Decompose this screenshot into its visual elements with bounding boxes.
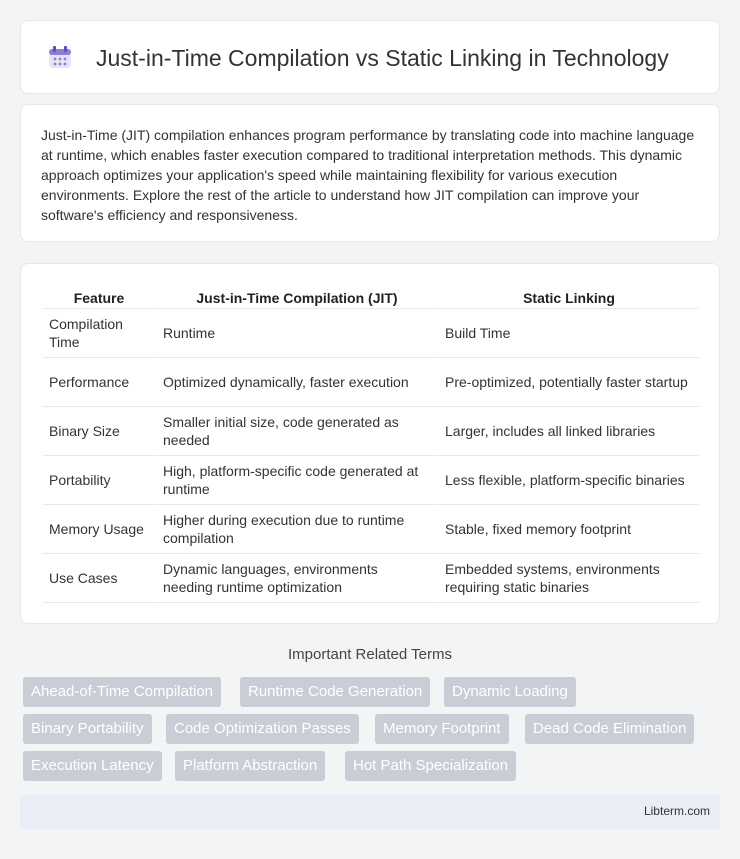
related-terms-title: Important Related Terms	[288, 646, 452, 663]
related-term-tag[interactable]: Execution Latency	[23, 751, 162, 781]
table-row	[43, 505, 699, 554]
table-cell: Binary Size	[43, 407, 155, 456]
table-header-row	[43, 284, 699, 309]
related-term-tag[interactable]: Dead Code Elimination	[525, 714, 694, 744]
table-cell: Runtime	[155, 309, 437, 358]
comparison-table-card	[20, 263, 720, 624]
table-cell: Performance	[43, 358, 155, 407]
table-cell: Use Cases	[43, 554, 155, 603]
table-cell: Stable, fixed memory footprint	[437, 505, 699, 554]
table-row	[43, 309, 699, 358]
table-cell: Portability	[43, 456, 155, 505]
table-cell: Smaller initial size, code generated as needed	[155, 407, 437, 456]
table-cell: Higher during execution due to runtime compilation	[155, 505, 437, 554]
related-term-tag[interactable]: Platform Abstraction	[175, 751, 325, 781]
table-cell: Larger, includes all linked libraries	[437, 407, 699, 456]
related-term-tag[interactable]: Runtime Code Generation	[240, 677, 430, 707]
intro-text: Just-in-Time (JIT) compilation enhances program performance by translating code into machine language at runtime, which enables faster execution compared to traditional interpretation methods. This dynamic approach optimizes your application's speed while maintaining flexibility for various execution environments. Explore the rest of the article to understand how JIT compilation can improve your software's efficiency and responsiveness.	[41, 127, 695, 223]
table-cell: Memory Usage	[43, 505, 155, 554]
related-term-tag[interactable]: Binary Portability	[23, 714, 152, 744]
site-link[interactable]: Libterm.com	[643, 804, 710, 818]
column-header-feature: Feature	[43, 284, 155, 309]
table-cell: Compilation Time	[43, 309, 155, 358]
table-cell: Less flexible, platform-specific binaries	[437, 456, 699, 505]
table-row	[43, 456, 699, 505]
related-term-tag[interactable]: Code Optimization Passes	[166, 714, 359, 744]
table-cell: Embedded systems, environments requiring static binaries	[437, 554, 699, 603]
table-row	[43, 407, 699, 456]
related-term-tag[interactable]: Memory Footprint	[375, 714, 509, 744]
calendar-icon	[47, 46, 75, 70]
related-term-tag[interactable]: Ahead-of-Time Compilation	[23, 677, 221, 707]
footer	[20, 795, 720, 829]
table-cell: Pre-optimized, potentially faster startup	[437, 358, 699, 407]
page-title: Just-in-Time Compilation vs Static Linking in Technology	[96, 45, 669, 71]
table-cell: High, platform-specific code generated at runtime	[155, 456, 437, 505]
table-cell: Build Time	[437, 309, 699, 358]
header-card	[20, 20, 720, 94]
table-row	[43, 358, 699, 407]
comparison-table	[43, 284, 699, 603]
intro-card	[20, 104, 720, 242]
column-header-static: Static Linking	[437, 284, 699, 309]
related-term-tag[interactable]: Dynamic Loading	[444, 677, 576, 707]
table-cell: Dynamic languages, environments needing runtime optimization	[155, 554, 437, 603]
table-cell: Optimized dynamically, faster execution	[155, 358, 437, 407]
column-header-jit: Just-in-Time Compilation (JIT)	[155, 284, 437, 309]
table-row	[43, 554, 699, 603]
related-term-tag[interactable]: Hot Path Specialization	[345, 751, 516, 781]
